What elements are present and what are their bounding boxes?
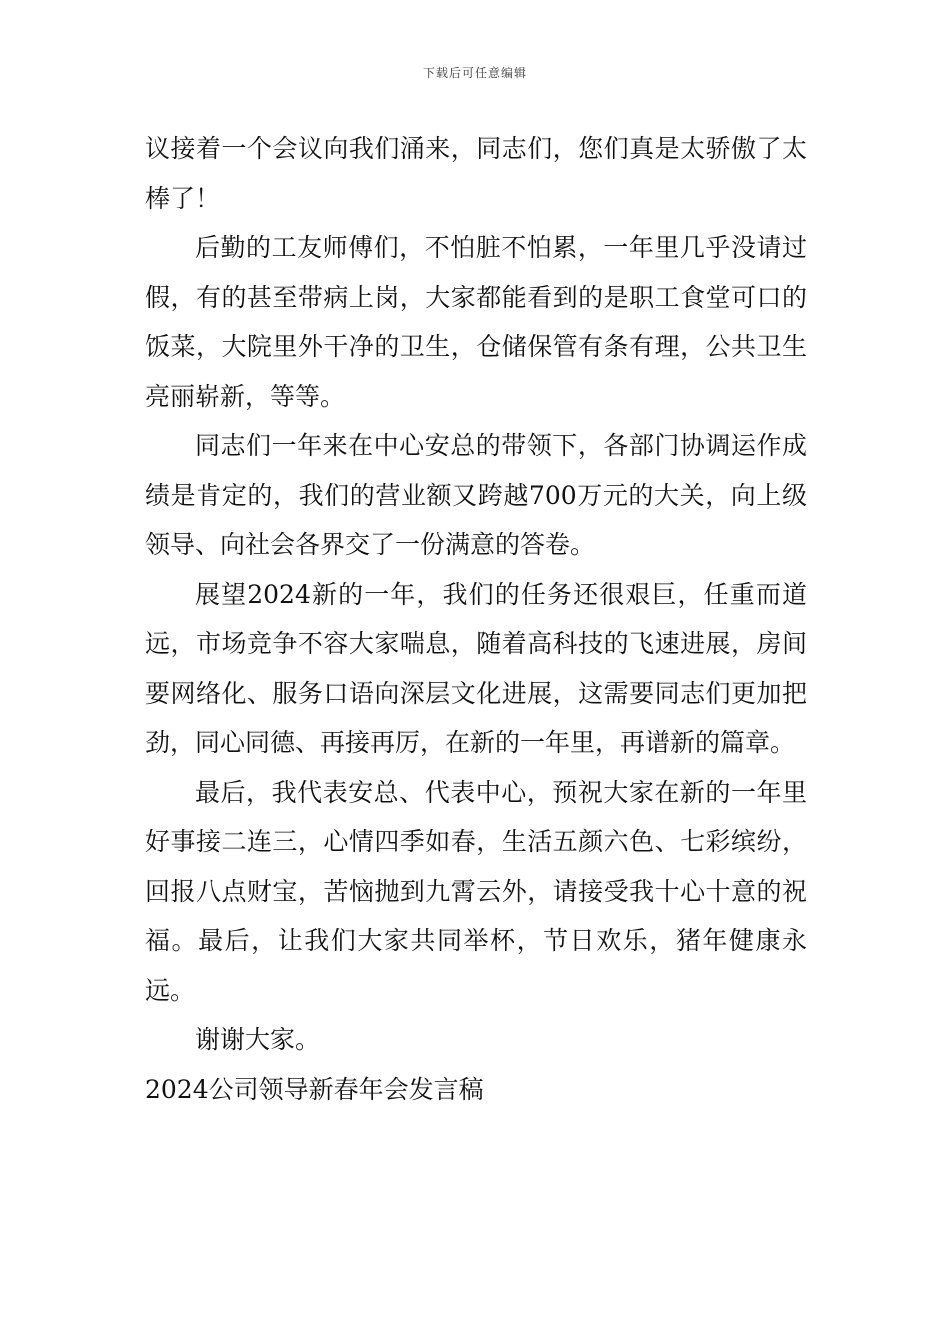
paragraph-continuation: 议接着一个会议向我们涌来，同志们，您们真是太骄傲了太棒了！ bbox=[145, 134, 807, 213]
paragraph-thanks: 谢谢大家。 bbox=[195, 1025, 321, 1054]
document-title-line: 2024公司领导新春年会发言稿 bbox=[145, 1074, 484, 1104]
paragraph-outlook: 展望2024新的一年，我们的任务还很艰巨，任重而道远，市场竞争不容大家喘息，随着高科技的飞速进展，房间要网络化、服务口语向深层文化进展，这需要同志们更加把劲，同心同德、再接再厉，在新的一年里，再谱新的篇章。 bbox=[145, 579, 807, 757]
paragraph-achievements: 同志们一年来在中心安总的带领下，各部门协调运作成绩是肯定的，我们的营业额又跨越700万元的大关，向上级领导、向社会各界交了一份满意的答卷。 bbox=[145, 431, 807, 559]
paragraph-blessing: 最后，我代表安总、代表中心，预祝大家在新的一年里好事接二连三，心情四季如春，生活五颜六色、七彩缤纷，回报八点财宝，苦恼抛到九霄云外，请接受我十心十意的祝福。最后，让我们大家共同举杯，节日欢乐，猪年健康永远。 bbox=[145, 777, 807, 1005]
document-body bbox=[145, 124, 807, 1114]
header-note: 下载后可任意编辑 bbox=[422, 66, 527, 80]
paragraph-logistics: 后勤的工友师傅们，不怕脏不怕累，一年里几乎没请过假，有的甚至带病上岗，大家都能看到的是职工食堂可口的饭菜，大院里外干净的卫生，仓储保管有条有理，公共卫生亮丽崭新，等等。 bbox=[145, 233, 807, 411]
